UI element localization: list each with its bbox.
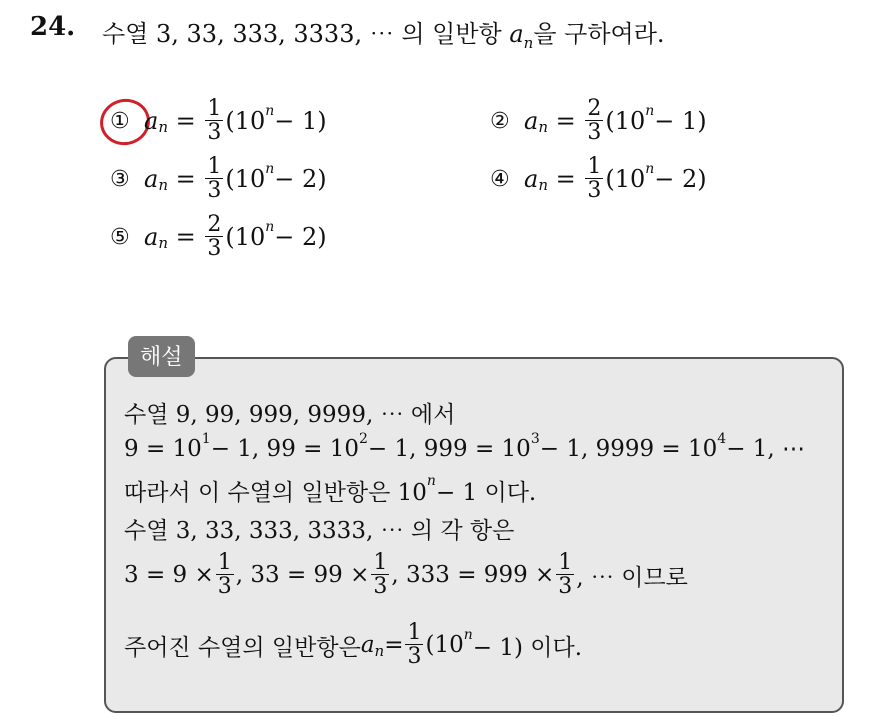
question-var: a: [509, 20, 524, 48]
solution-tag: 해설: [128, 336, 195, 377]
solution-line-2: 9 = 10 1 − 1, 99 = 10 2 − 1, 999 = 10 3 − 1, 9999 = 10 4 − 1, ⋯: [124, 431, 806, 462]
question-dots: ⋯: [369, 20, 394, 48]
question-suffix: 을 구하여라.: [533, 20, 665, 48]
choice-4[interactable]: ④ a n = $\frac{1}{3}$ (10 n − 2): [490, 154, 707, 203]
question-number: 24.: [30, 12, 76, 42]
choice-1[interactable]: ① a n = $\frac{1}{3}$ (10 n − 1): [110, 96, 327, 145]
question-prefix: 수열 3, 33, 333, 3333,: [102, 20, 370, 48]
solution-line-4: 수열 3, 33, 333, 3333, ⋯ 의 각 항은: [124, 518, 515, 544]
choice-2[interactable]: ② a n = $\frac{2}{3}$ (10 n − 1): [490, 96, 707, 145]
question-text: [102, 14, 665, 52]
question-sub: n: [523, 34, 534, 52]
choice-5[interactable]: ⑤ a n = $\frac{2}{3}$ (10 n − 2): [110, 212, 327, 261]
choice-number: ⑤: [110, 224, 130, 250]
choice-number: ③: [110, 166, 130, 192]
choice-3[interactable]: ③ a n = $\frac{1}{3}$ (10 n − 2): [110, 154, 327, 203]
solution-line-1: 수열 9, 99, 999, 9999, ⋯ 에서: [124, 402, 456, 428]
choice-number: ①: [110, 108, 130, 134]
choice-number: ④: [490, 166, 510, 192]
question-mid: 의 일반항: [393, 20, 510, 48]
solution-line-3: 따라서 이 수열의 일반항은 10 n − 1 이다.: [124, 472, 537, 506]
choice-number: ②: [490, 108, 510, 134]
solution-line-6: 주어진 수열의 일반항은 a n = $\frac{1}{3}$ (10 n − 1) 이다.: [124, 620, 583, 669]
solution-line-5: 3 = 9 × $\frac{1}{3}$ , 33 = 99 × $\frac{1}{3}$ , 333 = 999 × $\frac{1}{3}$ , ⋯ 이므로: [124, 550, 688, 599]
